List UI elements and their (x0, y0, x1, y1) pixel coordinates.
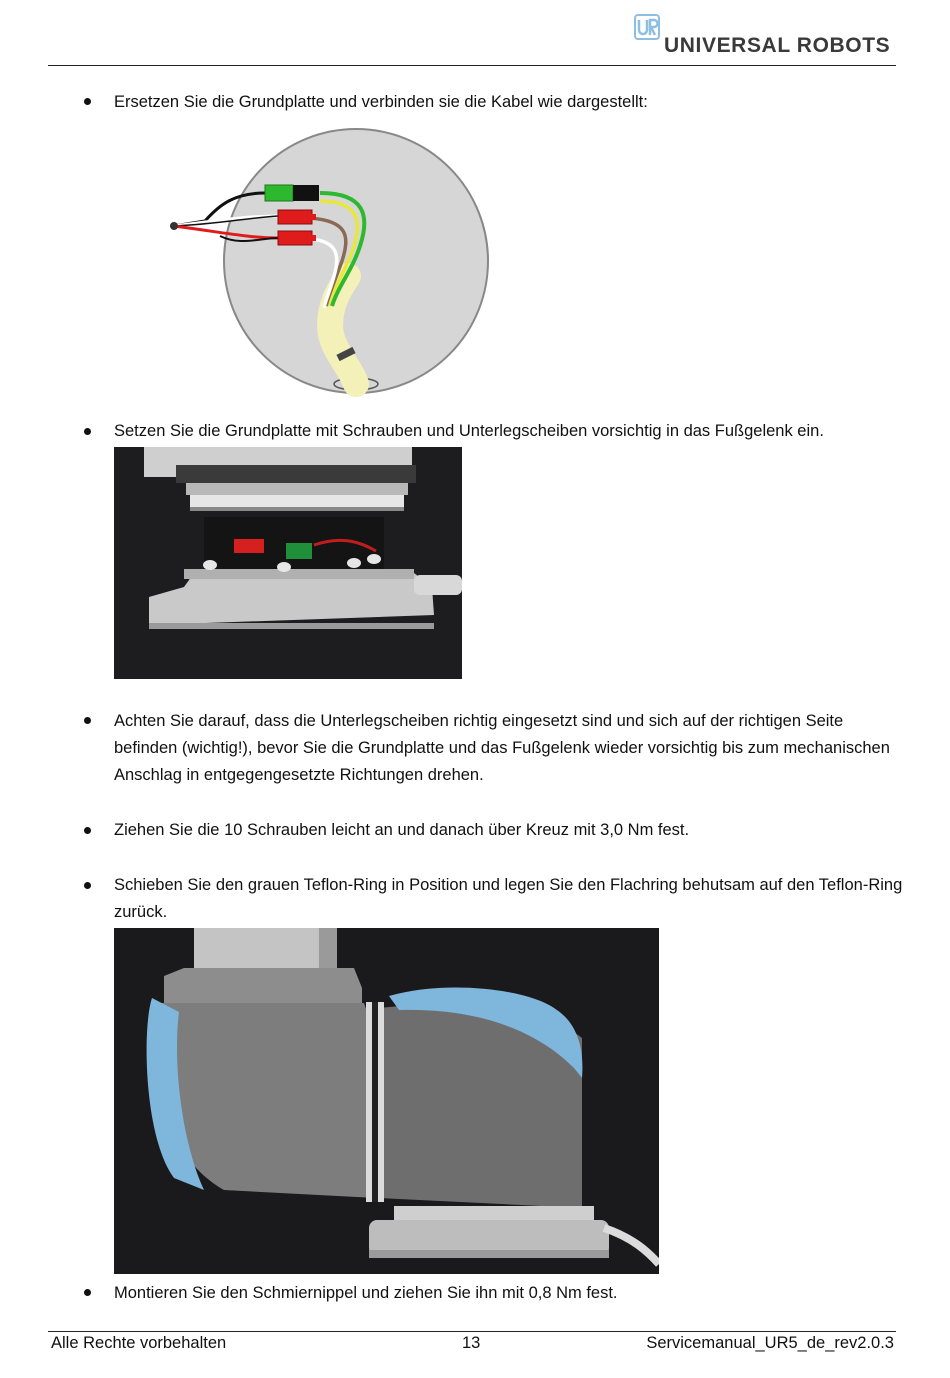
header-divider (48, 65, 896, 66)
bullet (84, 827, 91, 834)
ur-logo-icon (634, 14, 660, 40)
footer-divider (48, 1331, 896, 1332)
instruction-grease-nipple: Montieren Sie den Schmiernippel und ziehen Sie ihn mit 0,8 Nm fest. (114, 1284, 618, 1302)
photo-baseplate-insertion (114, 447, 462, 679)
bullet (84, 882, 91, 889)
footer-rights: Alle Rechte vorbehalten (51, 1334, 227, 1352)
photo-robot-joint (114, 928, 659, 1274)
connector-green (265, 185, 293, 201)
instruction-tighten-screws: Ziehen Sie die 10 Schrauben leicht an und danach über Kreuz mit 3,0 Nm fest. (114, 821, 690, 839)
connector-black (293, 185, 319, 201)
instruction-check-washers: Achten Sie darauf, dass die Unterlegscheiben richtig eingesetzt sind und sich auf der richtigen Seite befinden (wichtig!), bevor Sie die Grundplatte und das Fußgelenk wieder vorsichtig bis zum mechanischen Anschlag in entgegengesetzte Richtungen drehen. (114, 712, 890, 784)
connector-red-1 (278, 210, 312, 224)
brand-name: UNIVERSAL ROBOTS (664, 34, 891, 57)
instruction-teflon-ring: Schieben Sie den grauen Teflon-Ring in Position und legen Sie den Flachring behutsam auf den Teflon-Ring zurück. (114, 876, 903, 921)
connector-red-2 (278, 231, 312, 245)
instruction-replace-baseplate: Ersetzen Sie die Grundplatte und verbinden sie die Kabel wie dargestellt: (114, 93, 648, 111)
bullet (84, 98, 91, 105)
document-id: Servicemanual_UR5_de_rev2.0.3 (646, 1334, 894, 1352)
instruction-insert-baseplate: Setzen Sie die Grundplatte mit Schrauben und Unterlegscheiben vorsichtig in das Fußgelenk ein. (114, 422, 824, 440)
page-number: 13 (462, 1334, 481, 1352)
bullet (84, 1289, 91, 1296)
bullet (84, 717, 91, 724)
cable-connection-diagram (160, 126, 500, 398)
bullet (84, 428, 91, 435)
